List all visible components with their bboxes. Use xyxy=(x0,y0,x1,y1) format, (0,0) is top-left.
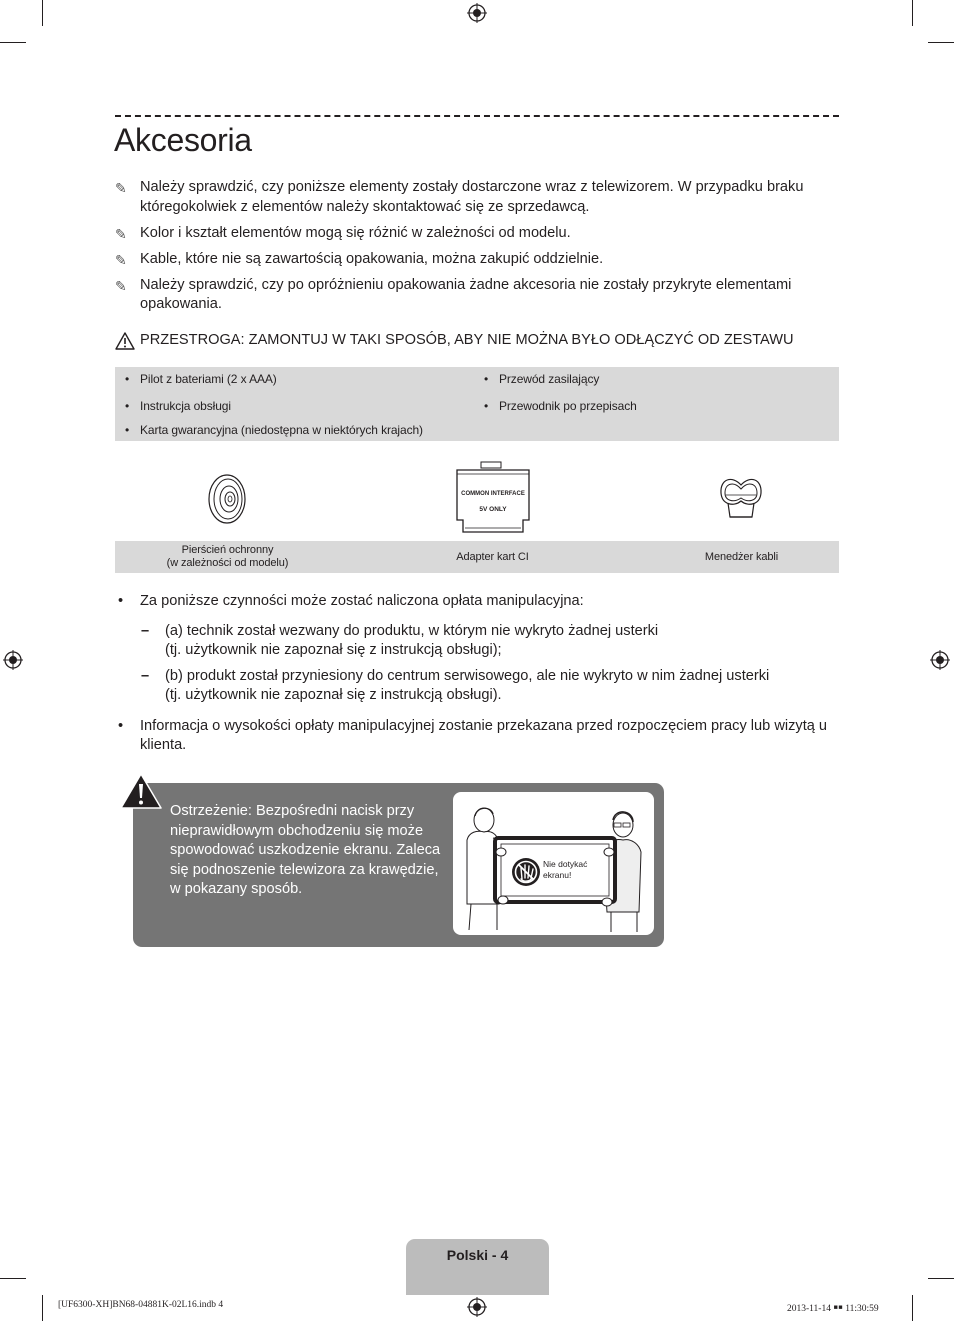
accessory-item: • Przewód zasilający xyxy=(484,372,599,386)
ci-card-adapter-icon xyxy=(453,460,533,538)
note-item xyxy=(115,250,839,270)
caution-triangle-icon xyxy=(115,332,135,350)
accessory-labels-row xyxy=(115,541,839,573)
ci-adapter-print-top: COMMON INTERFACE xyxy=(461,491,525,497)
registration-mark-icon xyxy=(467,3,487,23)
print-slug-file: [UF6300-XH]BN68-04881K-02L16.indb 4 xyxy=(58,1300,224,1310)
note-item xyxy=(115,178,839,217)
title-dashed-rule xyxy=(115,115,839,117)
note-text: Kolor i kształt elementów mogą się różnić w zależności od modelu. xyxy=(140,224,571,241)
ci-adapter-label: Adapter kart CI xyxy=(456,550,529,563)
note-text: Należy sprawdzić, czy po opróżnieniu opakowania żadne akcesoria nie zostały przykryte elementami opakowania. xyxy=(140,276,792,312)
accessory-item: • Karta gwarancyjna (niedostępna w niektórych krajach) xyxy=(125,423,423,437)
note-text: Kable, które nie są zawartością opakowania, można zakupić oddzielnie. xyxy=(140,250,604,267)
warning-triangle-icon xyxy=(119,772,163,810)
crop-mark xyxy=(912,0,913,26)
fee-intro: • Za poniższe czynności może zostać naliczona opłata manipulacyjna: xyxy=(118,593,584,609)
fee-case-b: – (b) produkt został przyniesiony do centrum serwisowego, ale nie wykryto w nim żadnej usterki (tj. użytkownik nie zapoznał się z instrukcją obsługi). xyxy=(141,667,770,703)
pencil-note-icon: ✎ xyxy=(115,180,127,196)
note-item xyxy=(115,224,839,244)
crop-mark xyxy=(928,1278,954,1279)
cable-manager-icon xyxy=(718,473,764,523)
holder-ring-label: Pierścień ochronny (w zależności od modelu) xyxy=(166,544,289,569)
holder-ring-icon xyxy=(207,473,247,525)
ci-adapter-print-bottom: 5V ONLY xyxy=(479,506,507,513)
print-slug-timestamp: 2013-11-14 ￭￭ 11:30:59 xyxy=(787,1304,879,1314)
accessory-item: • Instrukcja obsługi xyxy=(125,399,231,413)
crop-mark xyxy=(912,1295,913,1321)
registration-mark-icon xyxy=(3,650,23,670)
crop-mark xyxy=(0,1278,26,1279)
no-touch-screen-label: Nie dotykać ekranu! xyxy=(543,859,588,880)
warning-text: Ostrzeżenie: Bezpośredni nacisk przy nieprawidłowym obchodzeniu się może spowodować uszkodzenie ekranu. Zaleca się podnoszenie telewizora za krawędzie, w pokazany sposób. xyxy=(170,803,441,897)
pencil-note-icon: ✎ xyxy=(115,251,127,268)
note-text: Należy sprawdzić, czy poniższe elementy zostały dostarczone wraz z telewizorem. W przypadku braku któregokolwiek z elementów należy skontaktować się ze sprzedawcą. xyxy=(140,179,804,215)
crop-mark xyxy=(928,42,954,43)
pencil-note-icon: ✎ xyxy=(115,225,127,242)
note-item xyxy=(115,276,839,315)
notes-list xyxy=(115,178,839,321)
fee-info: • Informacja o wysokości opłaty manipulacyjnej zostanie przekazana przed rozpoczęciem pracy lub wizytą u klienta. xyxy=(118,717,828,753)
page-number: Polski - 4 xyxy=(446,1247,509,1263)
crop-mark xyxy=(42,1295,43,1321)
caution-text: PRZESTROGA: ZAMONTUJ W TAKI SPOSÓB, ABY NIE MOŻNA BYŁO ODŁĄCZYĆ OD ZESTAWU xyxy=(140,332,794,348)
registration-mark-icon xyxy=(467,1297,487,1317)
registration-mark-icon xyxy=(930,650,950,670)
accessory-images-row xyxy=(115,455,839,541)
accessories-list-box xyxy=(115,367,839,441)
fee-case-a: – (a) technik został wezwany do produktu, w którym nie wykryto żadnej usterki (tj. użytkownik nie zapoznał się z instrukcją obsługi); xyxy=(141,622,659,658)
crop-mark xyxy=(42,0,43,26)
pencil-note-icon: ✎ xyxy=(115,277,127,294)
fees-section xyxy=(115,592,839,756)
accessory-item: • Pilot z bateriami (2 x AAA) xyxy=(125,372,277,386)
cable-manager-label: Menedżer kabli xyxy=(704,550,779,563)
accessory-item: • Przewodnik po przepisach xyxy=(484,399,637,413)
crop-mark xyxy=(0,42,26,43)
page-title: Akcesoria xyxy=(114,122,252,158)
caution-line xyxy=(115,331,839,350)
